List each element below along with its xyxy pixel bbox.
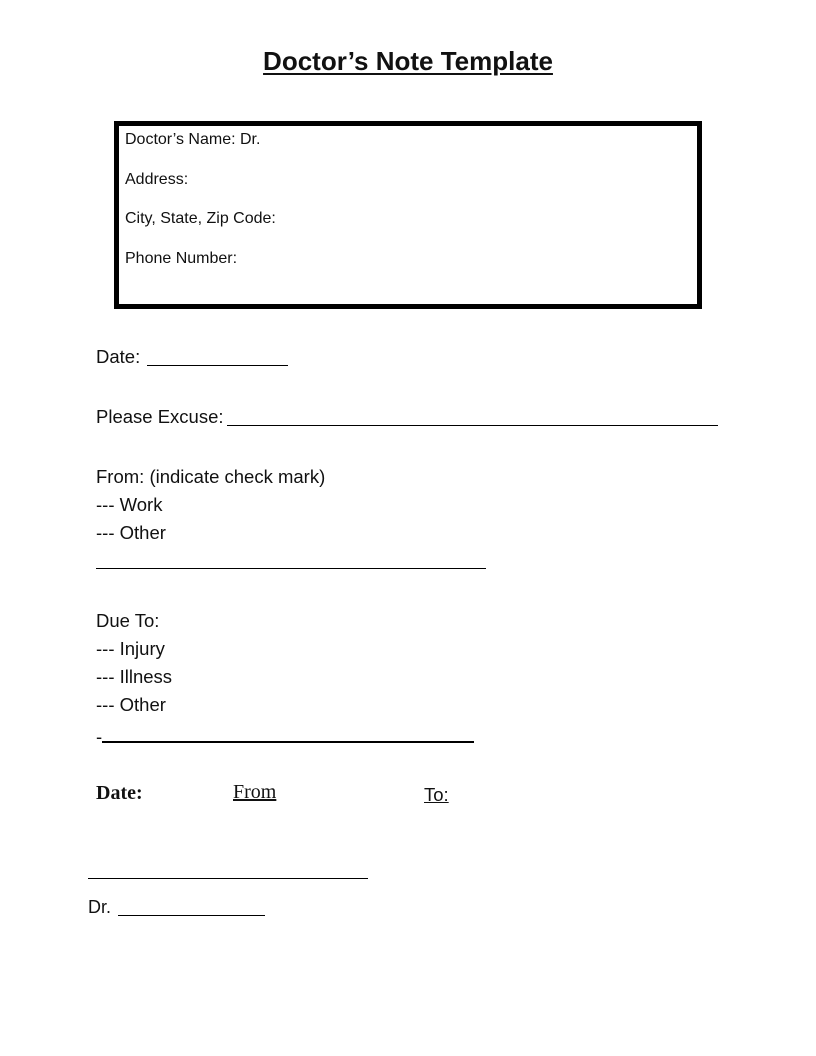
date-label: Date: [96, 346, 141, 367]
due-option-illness[interactable]: --- Illness [96, 666, 173, 687]
dr-label: Dr. [88, 897, 112, 917]
from-option-other[interactable]: --- Other [96, 522, 166, 543]
doctor-info-box [114, 121, 702, 309]
from-other-blank-line[interactable] [96, 568, 486, 569]
bottom-from-label: From [233, 781, 277, 803]
address-label: Address: [125, 171, 189, 188]
city-state-zip-label: City, State, Zip Code: [125, 210, 276, 227]
from-heading: From: (indicate check mark) [96, 466, 326, 487]
bottom-to-label: To: [424, 784, 449, 805]
dr-name-blank-line[interactable] [118, 915, 265, 916]
due-to-heading: Due To: [96, 610, 160, 631]
due-option-other[interactable]: --- Other [96, 694, 166, 715]
due-line-prefix: - [96, 726, 103, 747]
due-other-blank-line[interactable] [102, 741, 474, 743]
doctor-name-label: Doctor’s Name: Dr. [125, 131, 261, 148]
signature-line[interactable] [88, 878, 368, 879]
date-blank-line[interactable] [147, 365, 288, 366]
please-excuse-label: Please Excuse: [96, 406, 224, 427]
phone-number-label: Phone Number: [125, 250, 238, 267]
from-option-work[interactable]: --- Work [96, 494, 163, 515]
please-excuse-blank-line[interactable] [227, 425, 718, 426]
page-title: Doctor’s Note Template [263, 46, 553, 76]
bottom-date-label: Date: [96, 782, 143, 804]
due-option-injury[interactable]: --- Injury [96, 638, 165, 659]
